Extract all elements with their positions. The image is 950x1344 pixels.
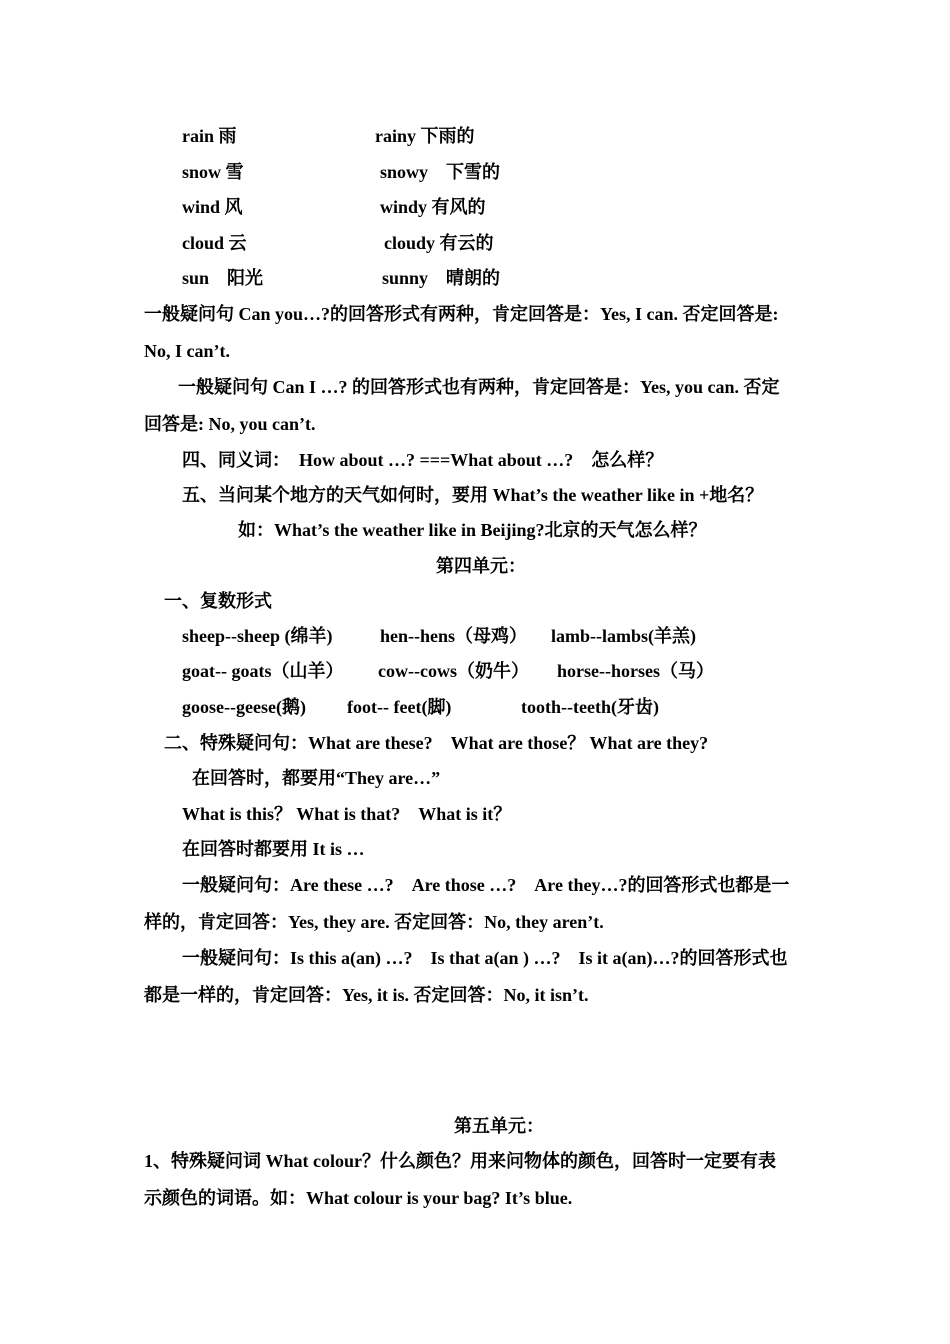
answer-it-note: 在回答时都要用 It is … — [182, 839, 365, 859]
plural-item: goose--geese(鹅) — [182, 697, 306, 717]
plural-item: lamb--lambs(羊羔) — [551, 626, 696, 646]
what-colour-rule-cont: 示颜色的词语。如：What colour is your bag? It’s blue. — [144, 1188, 573, 1208]
vocab-noun: cloud 云 — [182, 233, 247, 253]
vocab-noun: rain 雨 — [182, 126, 237, 146]
vocab-adjective: rainy 下雨的 — [375, 126, 475, 146]
unit4-heading: 第四单元： — [436, 556, 526, 576]
what-colour-rule: 1、特殊疑问词 What colour？什么颜色？用来问物体的颜色，回答时一定要有表 — [144, 1151, 776, 1171]
vocab-noun: snow 雪 — [182, 162, 244, 182]
weather-question-rule: 五、当问某个地方的天气如何时，要用 What’s the weather like in +地名？ — [182, 485, 764, 505]
plural-item: tooth--teeth(牙齿) — [521, 697, 659, 717]
general-singular-rule: 一般疑问句：Is this a(an) …? Is that a(an ) …? Is it a(an)…?的回答形式也 — [182, 948, 788, 968]
plural-section-title: 一、复数形式 — [164, 591, 272, 611]
plural-item: cow--cows（奶牛） — [378, 661, 529, 681]
vocab-adjective: sunny 晴朗的 — [382, 268, 501, 288]
plural-item: goat-- goats（山羊） — [182, 661, 344, 681]
plural-item: horse--horses（马） — [557, 661, 714, 681]
special-question-title: 二、特殊疑问句：What are these? What are those？ What are they? — [164, 733, 709, 753]
vocab-noun: wind 风 — [182, 197, 243, 217]
plural-item: sheep--sheep (绵羊) — [182, 626, 333, 646]
can-i-rule-cont: 回答是: No, you can’t. — [144, 414, 316, 434]
unit5-heading: 第五单元： — [454, 1116, 544, 1136]
general-plural-rule: 一般疑问句：Are these …? Are those …? Are they…?的回答形式也都是一 — [182, 875, 790, 895]
synonym-note: 四、同义词： How about …? ===What about …? 怎么样？ — [182, 450, 664, 470]
general-singular-rule-cont: 都是一样的，肯定回答：Yes, it is. 否定回答：No, it isn’t. — [144, 985, 589, 1005]
can-i-rule: 一般疑问句 Can I …? 的回答形式也有两种，肯定回答是：Yes, you can. 否定 — [178, 377, 780, 397]
what-is-questions: What is this？ What is that? What is it？ — [182, 804, 512, 824]
vocab-noun: sun 阳光 — [182, 268, 264, 288]
answer-they-note: 在回答时，都要用“They are…” — [192, 768, 441, 788]
weather-example: 如：What’s the weather like in Beijing?北京的天气怎么样？ — [238, 520, 707, 540]
vocab-adjective: windy 有风的 — [380, 197, 486, 217]
vocab-adjective: cloudy 有云的 — [384, 233, 494, 253]
vocab-adjective: snowy 下雪的 — [380, 162, 501, 182]
can-you-rule-cont: No, I can’t. — [144, 341, 230, 361]
can-you-rule: 一般疑问句 Can you…?的回答形式有两种，肯定回答是：Yes, I can. 否定回答是: — [144, 304, 779, 324]
general-plural-rule-cont: 样的，肯定回答：Yes, they are. 否定回答：No, they aren’t. — [144, 912, 604, 932]
plural-item: hen--hens（母鸡） — [380, 626, 528, 646]
plural-item: foot-- feet(脚) — [347, 697, 452, 717]
